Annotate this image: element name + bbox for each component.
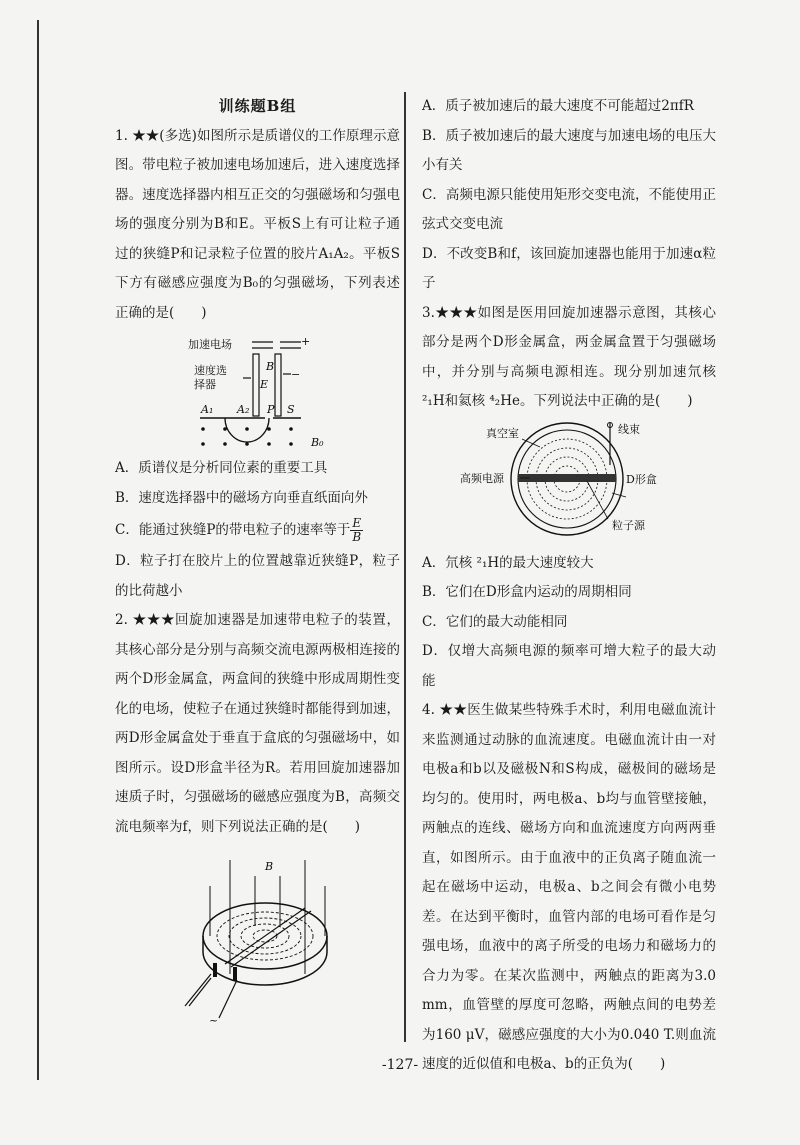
page-number: -127- — [381, 1057, 419, 1073]
column-divider — [404, 92, 406, 1042]
S-label: S — [287, 403, 295, 416]
plus-sign: + — [301, 335, 311, 348]
q3-option-d: D．仅增大高频电源的频率可增大粒子的最大动能 — [422, 643, 716, 689]
minus-sign: − — [291, 368, 301, 381]
cyclotron-figure — [115, 856, 400, 1046]
q1-option-a: A．质谱仪是分析同位素的重要工具 — [115, 460, 328, 476]
P-label: P — [267, 403, 275, 416]
left-column — [115, 92, 400, 1046]
B0-label: B₀ — [311, 436, 324, 449]
q4-stem: 4. ★★医生做某些特殊手术时，利用电磁血流计来监测通过动脉的血流速度。电磁血流计由一对电极a和b以及磁极N和S构成，磁极间的磁场是均匀的。使用时，两电极a、b均与血管壁接触，两触点的连线、磁场方向和血流速度方向两两垂直，如图所示。由于血液中的正负离子随血流一起在磁场中运动，电极a、b之间会有微小电势差。在达到平衡时，血管内部的电场可看作是匀强电场，血液中的离子所受的电场力和磁场力的合力为零。在某次监测中，两触点的距离为3.0 mm，血管壁的厚度可忽略，两触点间的电势差为160 μV，磁感应强度的大小为0.040 T.则血流速度的近似值和电极a、b的正负为( ) — [422, 702, 716, 1072]
q2-option-c: C．高频电源只能使用矩形交变电流，不能使用正弦式交变电流 — [422, 186, 716, 232]
A2-label: A₂ — [237, 403, 250, 416]
q3-stem: 3.★★★如图是医用回旋加速器示意图，其核心部分是两个D形金属盒，两金属盒置于匀强磁场中，并分别与高频电源相连。现分别加速氘核 ²₁H和氦核 ⁴₂He。下列说法中正确的是( ) — [422, 304, 716, 409]
fraction-E-over-B — [350, 517, 363, 544]
section-title: 训练题B组 — [218, 97, 297, 115]
q3-option-b: B．它们在D形盒内运动的周期相同 — [422, 584, 632, 600]
right-column — [422, 92, 716, 1080]
q3-option-a: A．氘核 ²₁H的最大速度较大 — [422, 554, 594, 571]
d-box-label: D形盒 — [626, 472, 657, 486]
binding-margin-line — [37, 20, 39, 1080]
hf-source-label: 高频电源 — [460, 471, 504, 485]
q2-option-a: A．质子被加速后的最大速度不可能超过2πfR — [422, 98, 694, 114]
q2-stem: 2. ★★★回旋加速器是加速带电粒子的装置，其核心部分是分别与高频交流电源两极相连接的两个D形金属盒，两盒间的狭缝中形成周期性变化的电场，使粒子在通过狭缝时都能得到加速，两D形金属盒处于垂直于盒底的匀强磁场中，如图所示。设D形盒半径为R。若用回旋加速器加速质子时，匀强磁场的磁感应强度为B，高频交流电频率为f，则下列说法正确的是( ) — [115, 612, 400, 835]
selector-label-line2: 择器 — [194, 378, 216, 391]
A1-label: A₁ — [201, 403, 214, 416]
ac-source-symbol: ~ — [209, 1014, 219, 1027]
accel-field-label: 加速电场 — [188, 338, 232, 351]
mass-spectrometer-figure — [115, 332, 400, 450]
particle-source-label: 粒子源 — [612, 518, 645, 532]
field-B-label: B — [266, 360, 275, 373]
q1-option-c — [115, 513, 400, 547]
q2-option-d: D．不改变B和f，该回旋加速器也能用于加速α粒子 — [422, 245, 716, 291]
q1-option-c-text: C．能通过狭缝P的带电粒子的速率等于 — [115, 522, 351, 538]
field-E-label: E — [260, 378, 269, 391]
fraction-numerator: E — [352, 516, 362, 530]
fraction-denominator: B — [352, 530, 362, 544]
q3-option-c: C．它们的最大动能相同 — [422, 613, 568, 630]
field-B-label-q2: B — [265, 860, 274, 873]
selector-label-line1: 速度选 — [194, 364, 227, 377]
medical-cyclotron-figure — [422, 421, 716, 539]
q2-option-b: B．质子被加速后的最大速度与加速电场的电压大小有关 — [422, 127, 716, 173]
q1-option-b: B．速度选择器中的磁场方向垂直纸面向外 — [115, 489, 368, 506]
beam-label: 线束 — [618, 422, 640, 436]
q1-option-d: D．粒子打在胶片上的位置越靠近狭缝P，粒子的比荷越小 — [115, 553, 400, 599]
vacuum-chamber-label: 真空室 — [486, 426, 519, 440]
q1-stem: 1. ★★(多选)如图所示是质谱仪的工作原理示意图。带电粒子被加速电场加速后，进入速度选择器。速度选择器内相互正交的匀强磁场和匀强电场的强度分别为B和E。平板S上有可让粒子通过的狭缝P和记录粒子位置的胶片A₁A₂。平板S下方有磁感应强度为B₀的匀强磁场，下列表述正确的是( ) — [115, 127, 400, 321]
